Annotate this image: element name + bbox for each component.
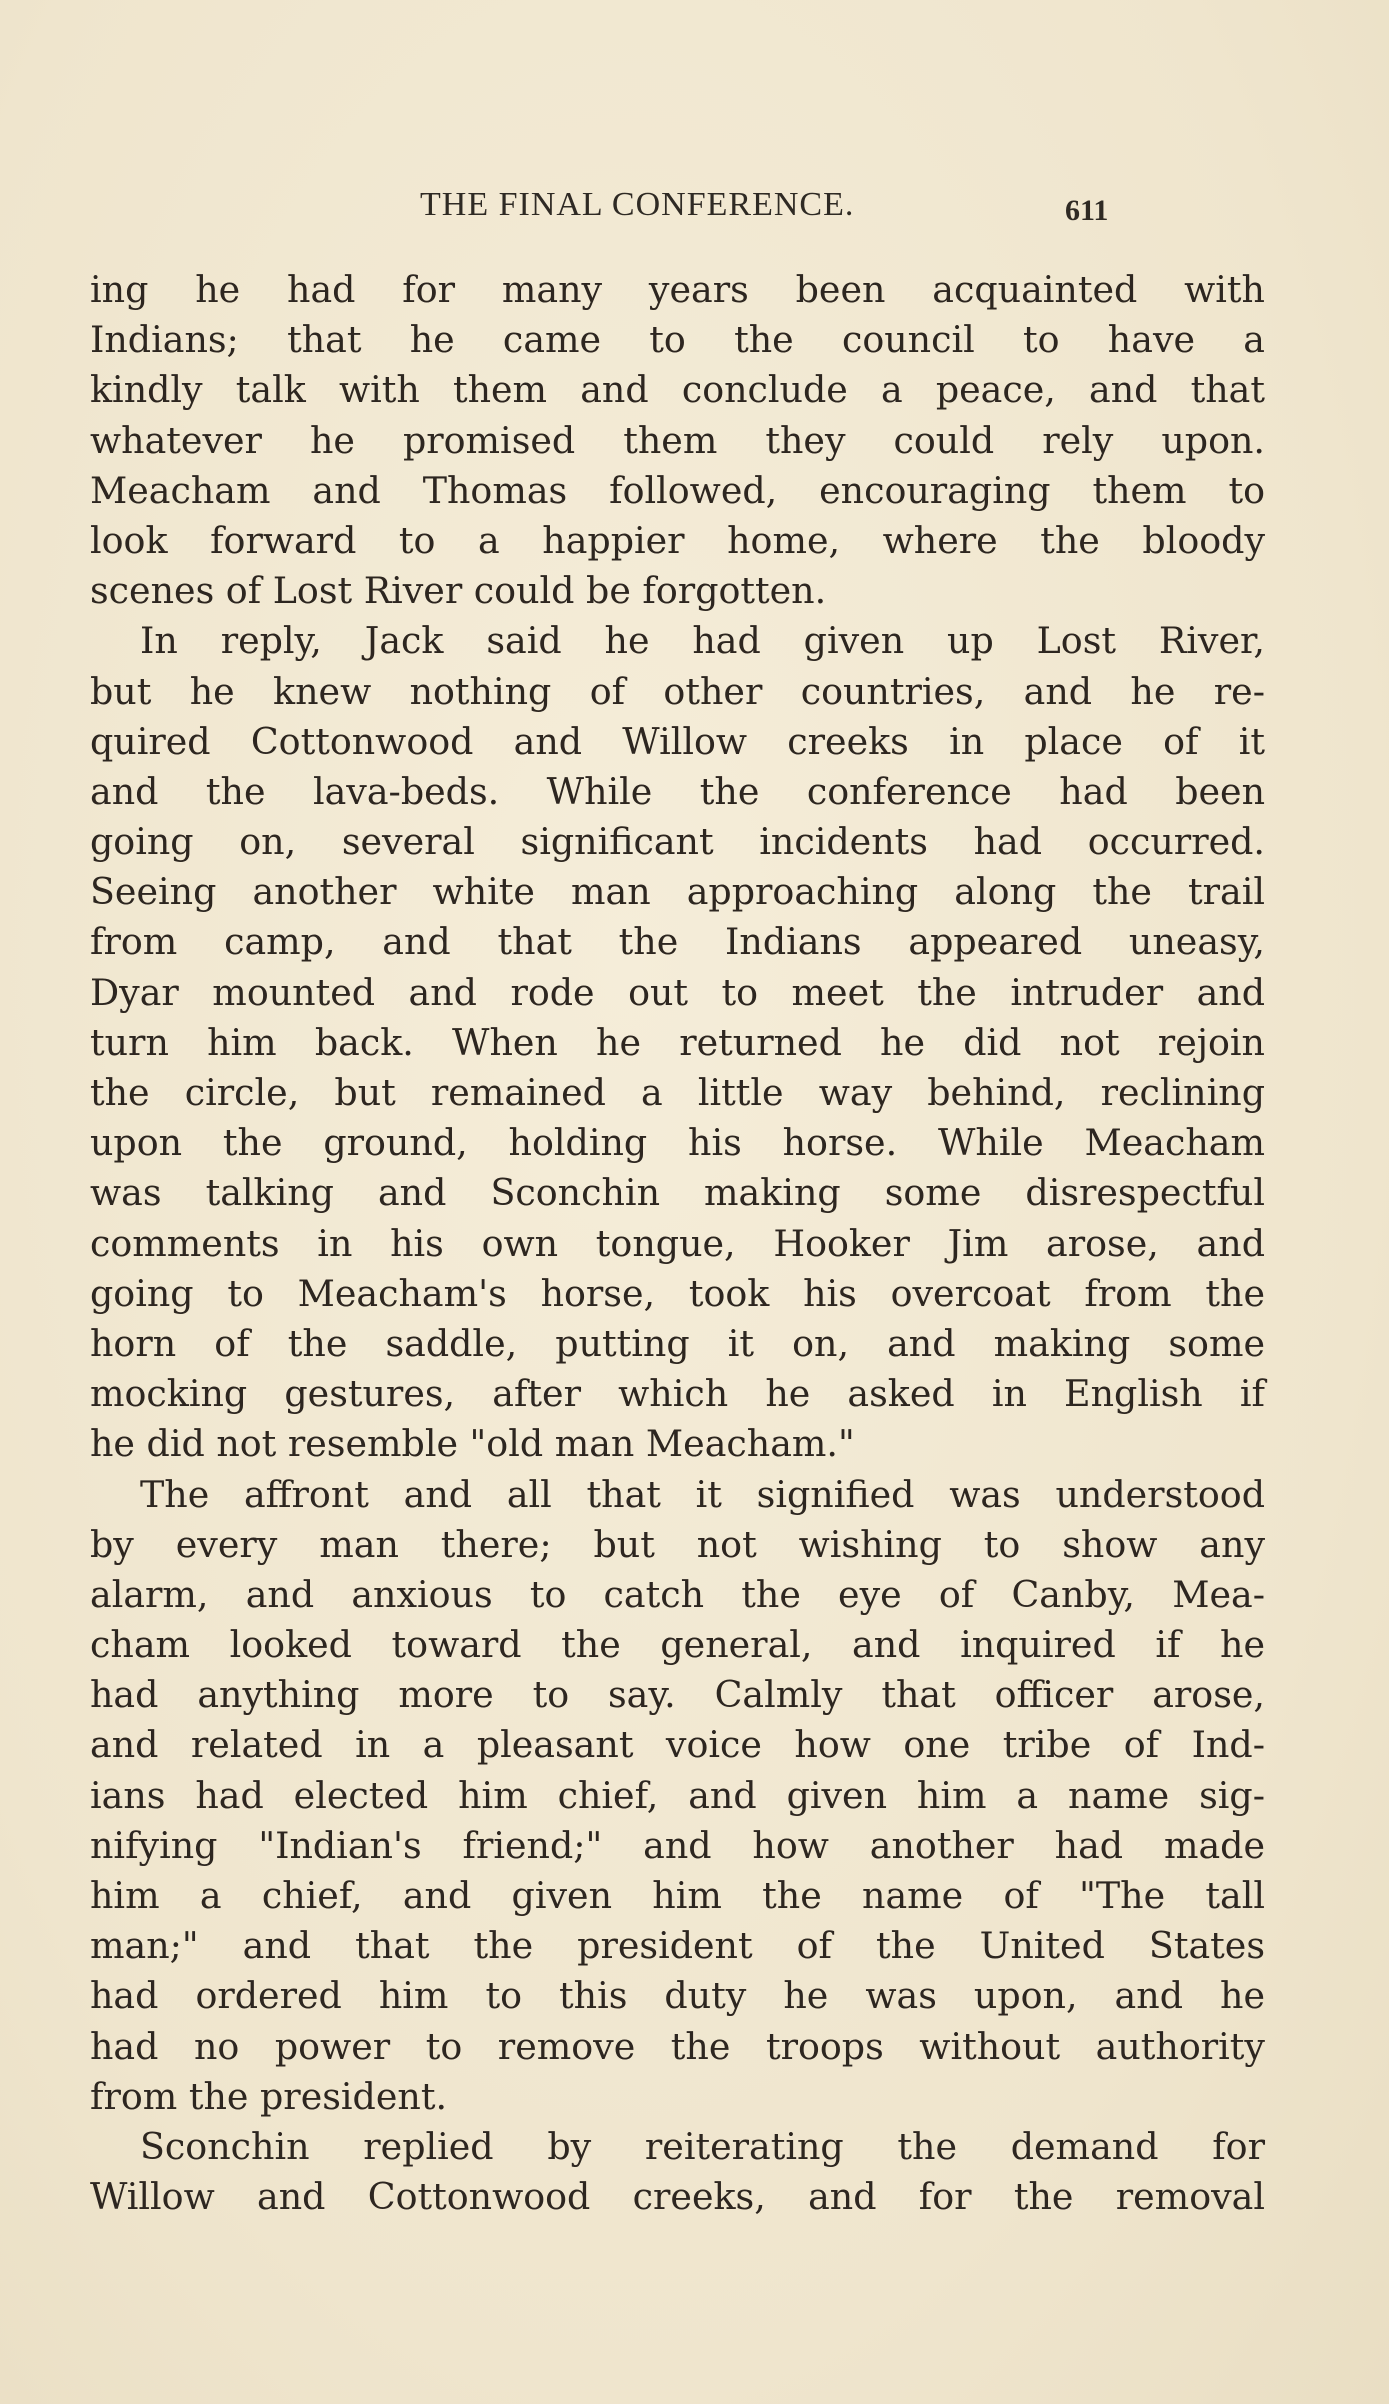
text-line: cham looked toward the general, and inquired if he: [90, 1623, 1265, 1667]
text-line: Indians; that he came to the council to have a: [90, 318, 1265, 362]
text-line: Willow and Cottonwood creeks, and for the removal: [90, 2175, 1265, 2219]
text-line: whatever he promised them they could rely upon.: [90, 418, 1265, 462]
text-line: Seeing another white man approaching along the trail: [90, 870, 1265, 914]
text-line: ing he had for many years been acquainted with: [90, 268, 1265, 311]
text-line: kindly talk with them and conclude a peace, and that: [90, 368, 1265, 412]
text-line: and the lava-beds. While the conference had been: [90, 769, 1265, 813]
text-line: The affront and all that it signified was understood: [140, 1472, 1265, 1516]
text-line: nifying "Indian's friend;" and how another had made: [90, 1823, 1265, 1867]
text-line: had anything more to say. Calmly that officer arose,: [90, 1673, 1265, 1717]
text-line: Sconchin replied by reiterating the demand for: [140, 2124, 1265, 2168]
text-line: going on, several significant incidents had occurred.: [90, 820, 1265, 864]
text-line: from the president.: [90, 2074, 448, 2118]
text-line: turn him back. When he returned he did not rejoin: [90, 1020, 1265, 1064]
text-line: but he knew nothing of other countries, and he re-: [90, 669, 1265, 713]
text-line: he did not resemble "old man Meacham.": [90, 1422, 855, 1466]
text-line: alarm, and anxious to catch the eye of Canby, Mea-: [90, 1572, 1265, 1616]
body-text: [90, 265, 1265, 2222]
text-line: and related in a pleasant voice how one tribe of Ind-: [90, 1723, 1265, 1767]
running-head: [90, 186, 1270, 226]
text-line: scenes of Lost River could be forgotten.: [90, 569, 827, 613]
text-line: him a chief, and given him the name of "The tall: [90, 1874, 1265, 1917]
text-line: In reply, Jack said he had given up Lost River,: [140, 619, 1265, 663]
text-line: Meacham and Thomas followed, encouraging them to: [90, 468, 1265, 512]
text-line: had ordered him to this duty he was upon, and he: [90, 1974, 1265, 2018]
running-title: THE FINAL CONFERENCE.: [420, 186, 855, 223]
text-line: from camp, and that the Indians appeared uneasy,: [90, 920, 1265, 964]
text-line: the circle, but remained a little way behind, reclining: [90, 1071, 1265, 1114]
text-line: Dyar mounted and rode out to meet the intruder and: [90, 970, 1265, 1014]
text-line: was talking and Sconchin making some disrespectful: [90, 1171, 1265, 1215]
text-line: comments in his own tongue, Hooker Jim arose, and: [90, 1221, 1265, 1265]
text-line: horn of the saddle, putting it on, and making some: [90, 1321, 1265, 1365]
text-line: mocking gestures, after which he asked in English if: [90, 1372, 1265, 1416]
text-line: quired Cottonwood and Willow creeks in place of it: [90, 719, 1265, 763]
text-line: man;" and that the president of the United States: [90, 1924, 1265, 1968]
text-line: look forward to a happier home, where the bloody: [90, 518, 1265, 562]
page-number: 611: [1065, 194, 1109, 227]
text-line: had no power to remove the troops without authority: [90, 2024, 1265, 2068]
text-line: upon the ground, holding his horse. While Meacham: [90, 1121, 1265, 1165]
text-line: by every man there; but not wishing to show any: [90, 1522, 1265, 1566]
text-line: ians had elected him chief, and given him a name sig-: [90, 1773, 1265, 1817]
text-line: going to Meacham's horse, took his overcoat from the: [90, 1271, 1265, 1315]
